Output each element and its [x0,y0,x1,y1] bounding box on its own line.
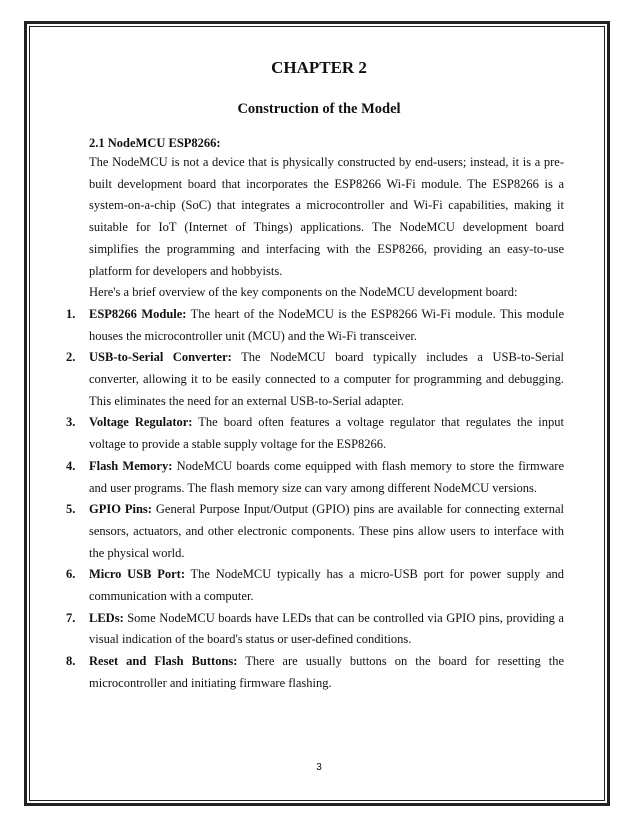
list-item-text: Some NodeMCU boards have LEDs that can be controlled via GPIO pins, providing a visual indication of the board's status or user-defined conditions. [89,610,564,647]
list-item [66,412,564,455]
list-item-text: NodeMCU boards come equipped with flash memory to store the firmware and user programs. The flash memory size can vary among different NodeMCU versions. [89,458,564,495]
list-item-number: 1. [66,306,76,321]
chapter-title: CHAPTER 2 [271,58,367,77]
list-item [66,608,564,651]
list-item-number: 2. [66,350,76,365]
list-item-number: 3. [66,415,76,430]
list-item-number: 6. [66,567,76,582]
chapter-subtitle: Construction of the Model [237,101,401,117]
list-item-term: USB-to-Serial Converter: [89,350,232,365]
section-heading: 2.1 NodeMCU ESP8266: [89,136,221,150]
list-item-text: The NodeMCU typically has a micro-USB port for power supply and communication with a computer. [89,567,564,604]
section-intro: Here's a brief overview of the key components on the NodeMCU development board: [89,285,518,300]
list-item-number: 8. [66,654,76,669]
list-item-term: Micro USB Port: [89,567,185,582]
list-item-term: Voltage Regulator: [89,415,193,430]
list-item [66,347,564,412]
page-content [66,135,565,695]
list-item-term: Reset and Flash Buttons: [89,654,238,669]
list-item [66,499,564,564]
list-item-text: The NodeMCU board typically includes a USB-to-Serial converter, allowing it to be easily connected to a computer for programming and debugging. This eliminates the need for an external USB-to-Serial adapter. [89,350,564,408]
list-item [66,304,565,347]
section-paragraph: The NodeMCU is not a device that is physically constructed by end-users; instead, it is a pre-built development board that incorporates the ESP8266 Wi-Fi module. The ESP8266 is a system-on-a-chip (SoC) that integrates a microcontroller and Wi-Fi capabilities, making it suitable for IoT (Internet of Things) applications. The NodeMCU development board simplifies the programming and interfacing with the ESP8266, providing an easy-to-use platform for developers and hobbyists. [89,155,564,278]
list-item [66,456,564,499]
list-item-term: GPIO Pins: [89,502,152,517]
list-item-term: Flash Memory: [89,458,173,473]
component-list [66,304,565,695]
list-item-text: General Purpose Input/Output (GPIO) pins are available for connecting external sensors, actuators, and other electronic components. These pins allow users to interface with the physical world. [89,502,564,560]
page-number: 3 [316,762,322,773]
list-item-term: ESP8266 Module: [89,306,187,321]
list-item [66,564,564,607]
list-item [66,651,565,694]
list-item-number: 5. [66,502,76,517]
list-item-text: The board often features a voltage regulator that regulates the input voltage to provide a stable supply voltage for the ESP8266. [89,415,564,452]
list-item-term: LEDs: [89,610,124,625]
list-item-number: 4. [66,458,76,473]
list-item-text: The heart of the NodeMCU is the ESP8266 Wi-Fi module. This module houses the microcontroller unit (MCU) and the Wi-Fi transceiver. [89,306,565,343]
list-item-text: There are usually buttons on the board for resetting the microcontroller and initiating firmware flashing. [89,654,565,690]
list-item-number: 7. [66,610,76,625]
